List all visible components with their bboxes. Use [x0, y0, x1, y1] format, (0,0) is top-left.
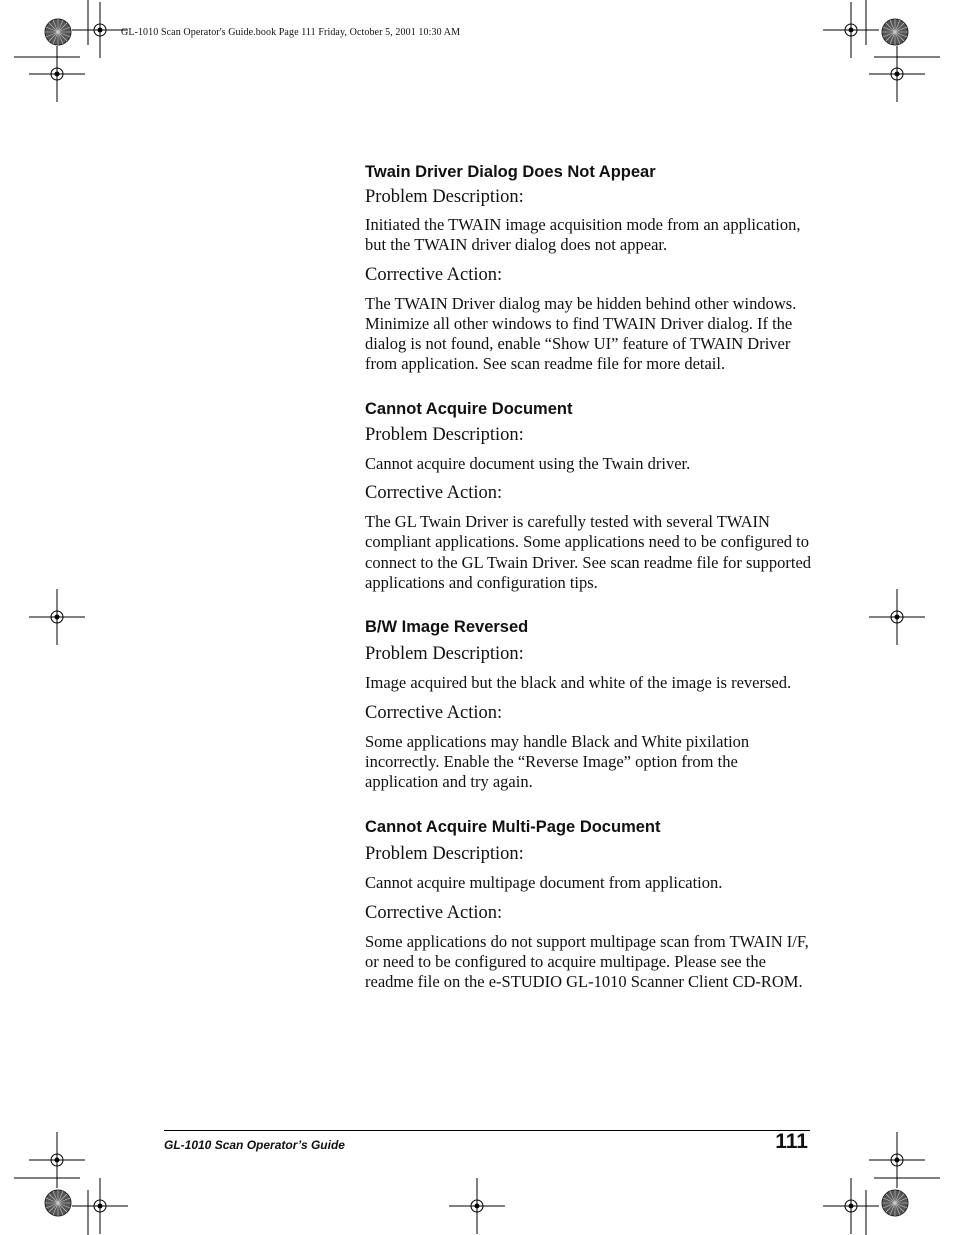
problem-text: Cannot acquire multipage document from application. — [365, 873, 723, 893]
section-cannot-acquire — [365, 399, 815, 593]
page-number: 111 — [775, 1130, 808, 1153]
problem-text: Cannot acquire document using the Twain driver. — [365, 453, 691, 473]
action-text: The TWAIN Driver dialog may be hidden behind other windows. Minimize all other windows to find TWAIN Driver dialog. If the dialog is not found, enable “Show UI” feature of TWAIN Driver from application. See scan readme file for more detail. — [365, 293, 797, 374]
section-title: B/W Image Reversed — [365, 618, 529, 637]
action-text: The GL Twain Driver is carefully tested with several TWAIN compliant applications. Some applications need to be configured to connect to the GL Twain Driver. See scan readme file for supported applications and configuration tips. — [365, 512, 812, 592]
problem-label: Problem Description: — [365, 644, 524, 665]
problem-label: Problem Description: — [365, 424, 524, 445]
problem-label: Problem Description: — [365, 187, 524, 207]
action-label: Corrective Action: — [365, 902, 503, 923]
footer-rule — [164, 1130, 810, 1131]
section-twain-dialog — [365, 162, 815, 375]
section-title: Twain Driver Dialog Does Not Appear — [365, 163, 656, 181]
problem-text: Image acquired but the black and white of the image is reversed. — [365, 673, 792, 693]
footer-title: GL-1010 Scan Operator’s Guide — [164, 1138, 345, 1152]
action-text: Some applications do not support multipage scan from TWAIN I/F, or need to be configured to acquire multipage. Please see the readme file on the e-STUDIO GL-1010 Scanner Client CD-ROM. — [365, 931, 809, 992]
action-label: Corrective Action: — [365, 702, 503, 723]
problem-label: Problem Description: — [365, 844, 524, 865]
troubleshooting-content — [365, 162, 815, 993]
problem-text: Initiated the TWAIN image acquisition mode from an application, but the TWAIN driver dialog does not appear. — [365, 215, 801, 255]
section-title: Cannot Acquire Multi-Page Document — [365, 818, 661, 837]
print-header-meta: GL-1010 Scan Operator's Guide.book Page 111 Friday, October 5, 2001 10:30 AM — [121, 27, 461, 38]
section-bw-reversed — [365, 617, 815, 792]
action-label: Corrective Action: — [365, 483, 503, 504]
section-title: Cannot Acquire Document — [365, 399, 573, 418]
action-text: Some applications may handle Black and White pixilation incorrectly. Enable the “Reverse Image” option from the application and try again. — [365, 731, 750, 792]
action-label: Corrective Action: — [365, 264, 503, 285]
section-multipage — [365, 817, 815, 992]
